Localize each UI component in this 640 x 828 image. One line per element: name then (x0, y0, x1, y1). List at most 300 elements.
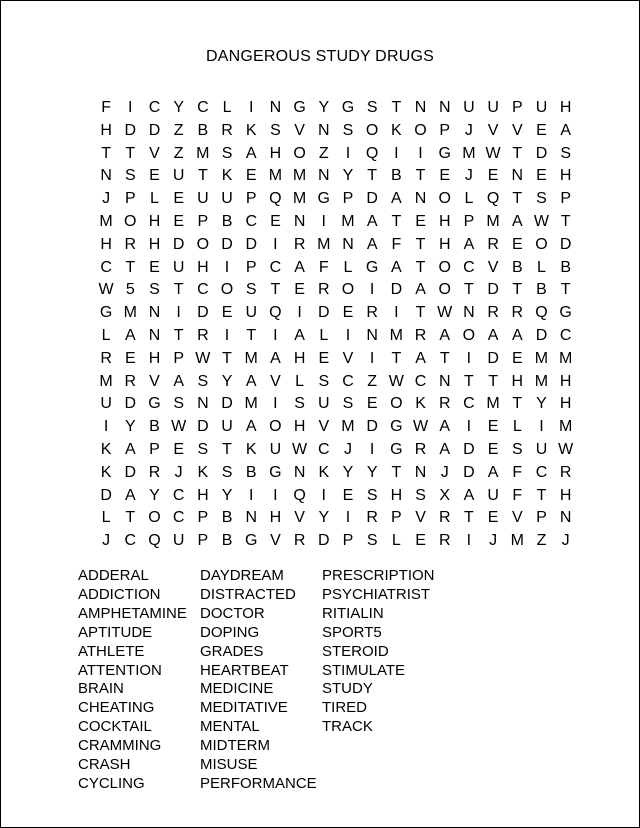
grid-letter: A (487, 463, 499, 481)
grid-row (94, 348, 578, 371)
grid-letter: P (536, 509, 547, 527)
grid-letter: O (390, 395, 403, 413)
grid-letter: U (535, 99, 548, 116)
grid-letter: R (438, 509, 451, 527)
grid-letter: A (124, 326, 136, 344)
grid-letter: D (100, 486, 112, 504)
grid-letter: R (511, 304, 524, 322)
grid-letter: W (195, 349, 211, 367)
grid-letter: E (149, 258, 160, 276)
page-title: DANGEROUS STUDY DRUGS (206, 48, 434, 65)
grid-letter: O (269, 418, 282, 436)
grid-letter: N (438, 99, 451, 116)
grid-row (94, 188, 578, 211)
grid-letter: Z (367, 372, 378, 390)
grid-letter: G (390, 418, 403, 436)
grid-letter: C (414, 372, 427, 390)
grid-letter: P (463, 212, 475, 230)
grid-letter: O (341, 281, 355, 299)
grid-letter: J (343, 440, 352, 458)
grid-letter: V (149, 144, 160, 162)
word-list-item: TIRED (322, 699, 367, 717)
grid-letter: T (512, 281, 523, 299)
grid-letter: U (172, 532, 185, 550)
word-list-item: RITIALIN (322, 604, 384, 622)
grid-letter: U (245, 304, 257, 322)
grid-letter: U (487, 99, 499, 116)
grid-letter: Q (269, 190, 282, 208)
word-list-item: PRESCRIPTION (322, 567, 435, 584)
grid-letter: P (197, 532, 209, 550)
grid-letter: A (124, 440, 136, 458)
grid-letter: 5 (125, 281, 135, 299)
grid-letter: T (367, 167, 378, 185)
grid-row (94, 279, 578, 302)
grid-letter: V (342, 349, 354, 367)
grid-letter: I (273, 395, 278, 413)
word-list-item: AMPHETAMINE (78, 604, 187, 622)
grid-letter: H (559, 167, 572, 185)
grid-letter: O (365, 121, 379, 139)
grid-letter: P (197, 212, 209, 230)
grid-letter: D (318, 304, 330, 322)
grid-letter: Q (486, 190, 500, 208)
grid-letter: O (462, 326, 476, 344)
grid-row (94, 439, 578, 462)
grid-letter: O (438, 258, 451, 276)
grid-letter: S (366, 99, 378, 116)
grid-letter: T (439, 349, 450, 367)
grid-letter: H (148, 235, 161, 253)
grid-letter: M (558, 418, 573, 436)
grid-letter: Y (124, 418, 136, 436)
grid-letter: A (511, 326, 523, 344)
grid-letter: B (221, 532, 233, 550)
grid-letter: A (245, 418, 257, 436)
grid-letter: S (197, 440, 209, 458)
grid-letter: K (415, 395, 426, 413)
grid-letter: E (415, 532, 426, 550)
grid-letter: W (98, 281, 114, 299)
grid-letter: N (463, 304, 475, 322)
grid-letter: E (221, 304, 233, 322)
grid-letter: J (174, 463, 183, 481)
grid-letter: T (512, 144, 523, 162)
grid-letter: R (293, 532, 306, 550)
grid-letter: A (439, 326, 451, 344)
grid-letter: I (224, 258, 230, 276)
grid-letter: R (487, 235, 499, 253)
grid-letter: S (415, 486, 426, 504)
word-list-item: CRASH (78, 756, 131, 774)
grid-letter: N (414, 99, 427, 116)
word-list-item: MISUSE (200, 756, 258, 774)
grid-letter: L (319, 326, 329, 344)
grid-letter: O (220, 281, 234, 299)
grid-letter: H (197, 486, 209, 504)
word-list-item: STEROID (322, 642, 389, 660)
grid-letter: I (369, 349, 375, 367)
grid-letter: J (102, 532, 111, 550)
grid-letter: N (414, 190, 427, 208)
grid-row (94, 416, 578, 439)
grid-letter: D (245, 235, 257, 253)
grid-letter: T (415, 304, 426, 322)
grid-letter: N (293, 463, 306, 481)
grid-letter: H (293, 418, 306, 436)
grid-letter: N (438, 372, 451, 390)
grid-letter: Y (536, 395, 547, 413)
grid-letter: K (100, 463, 112, 481)
grid-letter: N (293, 212, 306, 230)
grid-letter: I (466, 349, 472, 367)
grid-letter: H (438, 235, 451, 253)
grid-letter: S (197, 372, 209, 390)
grid-row (94, 393, 578, 416)
grid-letter: Y (221, 372, 233, 390)
grid-letter: D (487, 349, 499, 367)
grid-letter: I (248, 486, 254, 504)
grid-letter: O (438, 281, 451, 299)
grid-letter: P (245, 258, 257, 276)
grid-letter: E (173, 190, 184, 208)
grid-letter: A (391, 190, 402, 208)
word-list (78, 567, 462, 794)
word-list-item: TRACK (322, 718, 373, 736)
grid-letter: D (318, 532, 330, 550)
word-list-item: GRADES (200, 642, 264, 660)
grid-letter: R (366, 509, 378, 527)
grid-letter: N (148, 326, 161, 344)
grid-letter: T (125, 144, 136, 162)
grid-letter: G (293, 99, 306, 116)
grid-letter: N (342, 235, 354, 253)
grid-letter: A (366, 235, 378, 253)
grid-letter: U (100, 395, 112, 413)
grid-letter: E (270, 212, 281, 230)
grid-letter: P (342, 190, 354, 208)
grid-letter: N (366, 326, 378, 344)
grid-letter: E (487, 167, 499, 185)
grid-letter: S (366, 532, 378, 550)
grid-letter: C (463, 258, 475, 276)
grid-letter: C (124, 532, 137, 550)
word-list-item: ADDERAL (78, 567, 149, 584)
grid-letter: L (295, 372, 305, 390)
grid-letter: T (415, 235, 426, 253)
grid-letter: E (173, 440, 184, 458)
grid-letter: R (124, 372, 137, 390)
grid-letter: M (99, 372, 113, 390)
grid-letter: P (439, 121, 451, 139)
grid-letter: H (197, 258, 209, 276)
grid-letter: D (197, 304, 209, 322)
grid-letter: T (488, 372, 498, 390)
grid-letter: R (366, 304, 378, 322)
grid-letter: P (560, 190, 571, 208)
grid-letter: M (510, 532, 524, 550)
word-list-item: SPORT5 (322, 623, 382, 641)
grid-letter: R (438, 395, 451, 413)
grid-letter: B (536, 281, 547, 299)
grid-letter: C (197, 281, 209, 299)
word-list-item: STIMULATE (322, 661, 406, 679)
grid-letter: A (124, 486, 136, 504)
grid-letter: E (366, 395, 378, 413)
grid-letter: D (124, 121, 137, 139)
word-list-item: HEARTBEAT (200, 661, 289, 679)
grid-letter: G (365, 258, 379, 276)
grid-row (94, 371, 578, 394)
grid-letter: B (197, 121, 209, 139)
grid-row (94, 165, 578, 188)
grid-row (94, 462, 578, 485)
grid-letter: Q (148, 532, 161, 550)
grid-letter: F (512, 486, 523, 504)
grid-letter: I (273, 326, 278, 344)
grid-letter: P (197, 509, 209, 527)
grid-letter: A (294, 326, 305, 344)
grid-letter: R (221, 121, 233, 139)
grid-letter: G (269, 463, 282, 481)
grid-letter: O (148, 509, 161, 527)
grid-row (94, 97, 578, 120)
grid-letter: L (150, 190, 159, 208)
grid-letter: N (100, 167, 112, 185)
grid-letter: E (487, 418, 499, 436)
grid-letter: C (463, 395, 475, 413)
grid-letter: M (486, 395, 500, 413)
grid-letter: I (369, 440, 375, 458)
grid-letter: Y (342, 167, 354, 185)
grid-letter: Y (221, 486, 233, 504)
grid-letter: U (197, 190, 209, 208)
grid-letter: H (438, 212, 451, 230)
grid-letter: R (318, 281, 330, 299)
word-list-item: MENTAL (200, 718, 260, 736)
grid-letter: S (511, 440, 523, 458)
grid-letter: M (317, 235, 331, 253)
grid-letter: I (128, 99, 133, 116)
word-list-item: MEDICINE (200, 680, 274, 698)
grid-letter: R (100, 349, 112, 367)
grid-letter: L (464, 190, 474, 208)
grid-letter: C (559, 326, 572, 344)
grid-letter: D (535, 326, 548, 344)
grid-letter: L (343, 258, 353, 276)
grid-letter: I (369, 281, 375, 299)
grid-letter: J (440, 463, 449, 481)
grid-letter: A (439, 440, 451, 458)
word-list-column-2 (200, 567, 322, 794)
grid-letter: I (103, 418, 109, 436)
grid-letter: M (99, 212, 113, 230)
grid-letter: V (294, 121, 305, 139)
grid-letter: C (342, 372, 354, 390)
grid-letter: H (559, 486, 572, 504)
grid-letter: T (391, 349, 402, 367)
grid-letter: S (245, 281, 257, 299)
grid-letter: S (560, 144, 571, 162)
grid-letter: E (439, 167, 451, 185)
grid-letter: N (318, 121, 330, 139)
grid-letter: T (536, 486, 547, 504)
grid-row (94, 211, 578, 234)
grid-letter: C (318, 440, 330, 458)
grid-letter: U (221, 418, 233, 436)
grid-letter: M (244, 349, 258, 367)
grid-letter: D (559, 235, 572, 253)
grid-letter: F (101, 99, 111, 116)
grid-letter: E (536, 167, 547, 185)
grid-letter: D (463, 463, 475, 481)
grid-letter: D (390, 281, 403, 299)
grid-letter: T (173, 281, 184, 299)
grid-letter: B (560, 258, 571, 276)
grid-letter: A (270, 349, 281, 367)
grid-letter: D (172, 235, 185, 253)
grid-letter: G (244, 532, 258, 550)
word-list-item: BRAIN (78, 680, 124, 698)
grid-letter: M (534, 372, 549, 390)
grid-letter: T (512, 190, 523, 208)
word-list-item: COCKTAIL (78, 718, 152, 736)
grid-letter: B (391, 167, 402, 185)
grid-letter: O (196, 235, 210, 253)
grid-letter: H (100, 121, 112, 139)
grid-letter: M (462, 144, 476, 162)
word-list-item: MIDTERM (200, 737, 270, 755)
grid-letter: Z (173, 144, 184, 162)
grid-letter: C (172, 486, 185, 504)
grid-letter: M (389, 326, 403, 344)
grid-letter: Y (342, 463, 354, 481)
grid-letter: W (437, 304, 453, 322)
grid-letter: H (511, 372, 524, 390)
grid-letter: T (464, 509, 474, 527)
grid-letter: U (318, 395, 330, 413)
grid-letter: R (148, 463, 161, 481)
grid-letter: Y (318, 509, 330, 527)
word-list-item: DISTRACTED (200, 585, 296, 603)
grid-letter: U (463, 99, 475, 116)
grid-letter: T (222, 440, 232, 458)
grid-letter: M (486, 212, 500, 230)
grid-letter: C (245, 212, 257, 230)
grid-letter: N (414, 463, 427, 481)
grid-letter: E (415, 212, 426, 230)
grid-letter: G (438, 144, 451, 162)
grid-letter: T (173, 326, 184, 344)
grid-letter: H (269, 509, 282, 527)
grid-letter: H (390, 486, 403, 504)
grid-letter: I (321, 212, 326, 230)
grid-row (94, 120, 578, 143)
grid-letter: V (487, 121, 499, 139)
grid-letter: H (148, 349, 161, 367)
grid-letter: I (345, 326, 351, 344)
grid-letter: M (341, 418, 355, 436)
grid-letter: K (245, 440, 257, 458)
grid-letter: G (99, 304, 113, 322)
grid-letter: D (124, 395, 137, 413)
grid-letter: O (293, 144, 306, 162)
grid-letter: Z (173, 121, 184, 139)
grid-letter: A (391, 258, 402, 276)
grid-letter: T (464, 281, 474, 299)
grid-letter: A (463, 486, 475, 504)
word-list-item: CYCLING (78, 774, 145, 792)
grid-letter: L (391, 532, 401, 550)
grid-letter: H (148, 212, 161, 230)
grid-letter: B (221, 212, 233, 230)
grid-letter: C (197, 99, 209, 116)
grid-letter: K (245, 121, 257, 139)
grid-letter: S (149, 281, 160, 299)
grid-letter: I (224, 326, 230, 344)
grid-letter: D (221, 235, 233, 253)
grid-letter: P (391, 509, 402, 527)
grid-letter: S (294, 395, 305, 413)
grid-letter: R (197, 326, 209, 344)
grid-letter: E (245, 167, 257, 185)
grid-letter: T (391, 212, 402, 230)
grid-row (94, 302, 578, 325)
word-list-item: APTITUDE (78, 623, 153, 641)
grid-letter: V (415, 509, 426, 527)
grid-letter: T (101, 144, 111, 162)
grid-letter: N (197, 395, 209, 413)
grid-letter: W (412, 418, 429, 436)
grid-letter: A (487, 326, 499, 344)
grid-letter: N (269, 99, 282, 116)
grid-letter: S (221, 144, 233, 162)
grid-letter: C (100, 258, 112, 276)
grid-letter: S (221, 463, 233, 481)
grid-letter: A (245, 144, 257, 162)
grid-letter: I (176, 304, 181, 322)
grid-letter: F (391, 235, 402, 253)
grid-row (94, 530, 578, 553)
grid-letter: I (297, 304, 302, 322)
grid-letter: E (173, 212, 184, 230)
grid-letter: M (268, 167, 283, 185)
grid-letter: I (273, 486, 278, 504)
grid-letter: T (512, 395, 523, 413)
grid-letter: U (269, 440, 282, 458)
grid-letter: E (511, 349, 523, 367)
grid-letter: E (511, 235, 523, 253)
grid-letter: O (124, 212, 137, 230)
grid-letter: W (558, 440, 574, 458)
grid-letter: K (318, 463, 330, 481)
grid-letter: M (123, 304, 137, 322)
grid-letter: D (535, 144, 548, 162)
grid-letter: M (292, 167, 307, 185)
grid-letter: I (273, 235, 278, 253)
grid-letter: G (317, 190, 330, 208)
word-list-item: PERFORMANCE (200, 774, 317, 792)
grid-letter: J (561, 532, 570, 550)
word-list-item: STUDY (322, 680, 373, 698)
grid-letter: O (438, 190, 451, 208)
grid-letter: M (292, 190, 307, 208)
grid-letter: E (487, 440, 499, 458)
grid-letter: I (394, 304, 399, 322)
grid-letter: F (318, 258, 329, 276)
grid-letter: I (539, 418, 544, 436)
grid-letter: S (342, 395, 354, 413)
